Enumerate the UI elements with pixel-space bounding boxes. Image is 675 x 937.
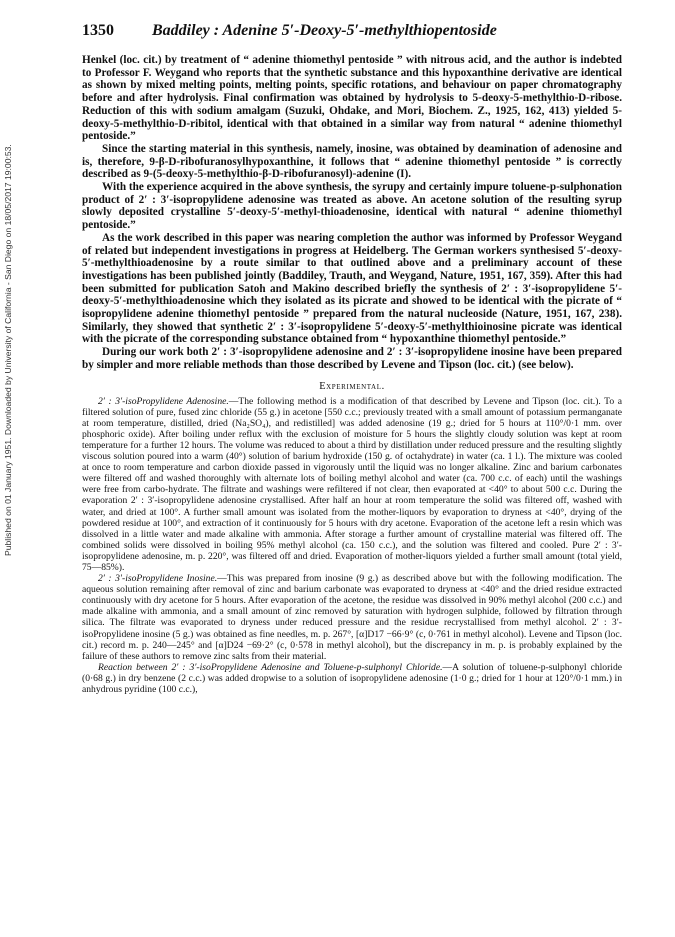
experimental-lead-3: Reaction between 2′ : 3′-isoPropylidene Adenosine and Toluene-p-sulphonyl Chloride. <box>98 661 443 673</box>
paragraph-5: During our work both 2′ : 3′-isopropylidene adenosine and 2′ : 3′-isopropylidene inosine have been prepared by simpler and more reliable methods than those described by Levene and Tipson (loc. cit.) (see below). <box>82 346 622 371</box>
page-number: 1350 <box>82 22 114 39</box>
page-content <box>82 54 622 932</box>
experimental-text-2: —This was prepared from inosine (9 g.) as described above but with the following modification. The aqueous solution remaining after removal of zinc and barium carbonate was evaporated to dryness at <40° and the dried residue extracted continuously with dry acetone for 5 hours. After evaporation of the acetone, the residue was dissolved in 90% methyl alcohol (200 c.c.) and made alkaline with ammonia, and a small amount of zinc removed by saturation with hydrogen sulphide, followed by filtration through silica. The filtrate was evaporated to dryness under reduced pressure and the residue recrystallised from methyl alcohol. 2′ : 3′-isoPropylidene inosine (5 g.) was obtained as fine needles, m. p. 267°, [α]D17 −66·9° (c, 0·761 in methyl alcohol). Levene and Tipson (loc. cit.) record m. p. 240—245° and [α]D24 −69·2° (c, 0·578 in methyl alcohol), but the discrepancy in m. p. is probably explained by the failure of these authors to remove zinc salts from their material. <box>82 573 622 662</box>
experimental-lead-2: 2′ : 3′-isoPropylidene Inosine. <box>98 573 218 585</box>
experimental-text-1: —The following method is a modification of that described by Levene and Tipson (loc. cit.). To a filtered solution of pure, fused zinc chloride (55 g.) in acetone [550 c.c.; previously treated with a small amount of potassium permanganate at room temperature, distilled, dried (Na₂SO₄), and redistilled] was added adenosine (19 g.; dried for 5 hours at 110°/0·1 mm. over phosphoric oxide). After boiling under reflux with the exclusion of moisture for 5 hours the slightly cloudy solution was kept at room temperature for a further 12 hours. The volume was reduced to about a third by distillation under reduced pressure and the resulting slightly viscous solution poured into a warm (40°) solution of barium hydroxide (150 g. of octahydrate) in water (ca. 1 l.). The mixture was cooled at once to room temperature and carbon dioxide passed in vigorously until the liquid was no longer alkaline. Zinc and barium carbonates were filtered off and washed thoroughly with alternate lots of boiling methyl alcohol and water (ca. 700 c.c. of each) until the washings were free from carbo-hydrate. The filtrate and washings were refiltered if not clear, then evaporated at <40° to about 500 c.c. During the evaporation 2′ : 3′-isopropylidene adenosine crystallised. After half an hour at room temperature the solid was filtered off, washed with water, and dried at 100°. A further small amount was isolated from the mother-liquors by evaporation to dryness at <40°, drying of the powdered residue at 100°, and extraction of it continuously for 5 hours with dry acetone. Evaporation of the acetone left a resin which was dissolved in a little water and made alkaline with ammonia. After storage a further amount of crystalline material was filtered off. The combined solids were dissolved in boiling 95% methyl alcohol (ca. 150 c.c.), and the solution was filtered and cooled. Pure 2′ : 3′-isopropylidene adenosine, m. p. 220°, was filtered off and dried. Evaporation of mother-liquors yielded a further small amount (total yield, 75—85%). <box>82 395 622 573</box>
experimental-paragraph-3 <box>82 662 622 695</box>
experimental-paragraph-2 <box>82 573 622 662</box>
paragraph-2: Since the starting material in this synthesis, namely, inosine, was obtained by deamination of adenosine and is, therefore, 9-β-D-ribofuranosylhypoxanthine, it follows that “ adenine thiomethyl pentoside ” is correctly described as 9-(5-deoxy-5-methylthio-β-D-ribofuranosyl)-adenine (I). <box>82 142 622 181</box>
paragraph-3: With the experience acquired in the above synthesis, the syrupy and certainly impure toluene-p-sulphonation product of 2′ : 3′-isopropylidene adenosine was treated as above. An acetone solution of the resulting syrup slowly deposited crystalline 5′-deoxy-5′-methyl-thioadenosine, identical with natural “ adenine thiomethyl pentoside.” <box>82 181 622 232</box>
section-heading-experimental: Experimental. <box>319 380 385 392</box>
experimental-section <box>82 396 622 696</box>
download-watermark: Published on 01 January 1951. Downloaded by University of California - San Diego on 18/05/2017 19:00:53. <box>3 144 13 556</box>
paragraph-4: As the work described in this paper was nearing completion the author was informed by Professor Weygand of related but independent investigations in progress at Heidelberg. The German workers synthesised 5′-deoxy-5′-methylthioadenosine by a route similar to that outlined above and a preliminary account of these investigations has been published jointly (Baddiley, Trauth, and Weygand, Nature, 1951, 167, 359). After this had been submitted for publication Satoh and Makino described briefly the synthesis of 2′ : 3′-isopropylidene 5′-deoxy-5′-methylthioadenosine which they isolated as its picrate and showed to be identical with the picrate of “ isopropylidene adenine thiomethyl pentoside ” prepared from the natural nucleoside (Nature, 1951, 167, 238). Similarly, they showed that synthetic 2′ : 3′-isopropylidene 5′-deoxy-5′-methylthioinosine picrate was identical with the picrate of the corresponding substance obtained from “ hypoxanthine thiomethyl pentoside.” <box>82 231 622 346</box>
page-header <box>82 22 622 48</box>
experimental-lead-1: 2′ : 3′-isoPropylidene Adenosine. <box>98 395 229 407</box>
experimental-text-3: —A solution of toluene-p-sulphonyl chloride (0·68 g.) in dry benzene (2 c.c.) was added dropwise to a solution of isopropylidene adenosine (1·0 g.; dried for 1 hour at 120°/0·1 mm.) in anhydrous pyridine (100 c.c.), <box>82 661 622 696</box>
experimental-paragraph-1 <box>82 396 622 574</box>
main-text <box>82 54 622 372</box>
paragraph-1: Henkel (loc. cit.) by treatment of “ adenine thiomethyl pentoside ” with nitrous acid, and the author is indebted to Professor F. Weygand who reports that the synthetic substance and this hypoxanthine derivative are identical as shown by mixed melting points, melting points, specific rotations, and behaviour on paper chromatography before and after hydrolysis. Final confirmation was obtained by hydrolysis to 5-deoxy-5-methylthio-D-ribose. Reduction of this with sodium amalgam (Suzuki, Ohdake, and Mori, Biochem. Z., 1925, 162, 413) yielded 5-deoxy-5-methylthio-D-ribitol, identical with that obtained in a similar way from natural “ adenine thiomethyl pentoside.” <box>82 54 622 143</box>
running-title: Baddiley : Adenine 5′-Deoxy-5′-methylthiopentoside <box>152 22 497 39</box>
